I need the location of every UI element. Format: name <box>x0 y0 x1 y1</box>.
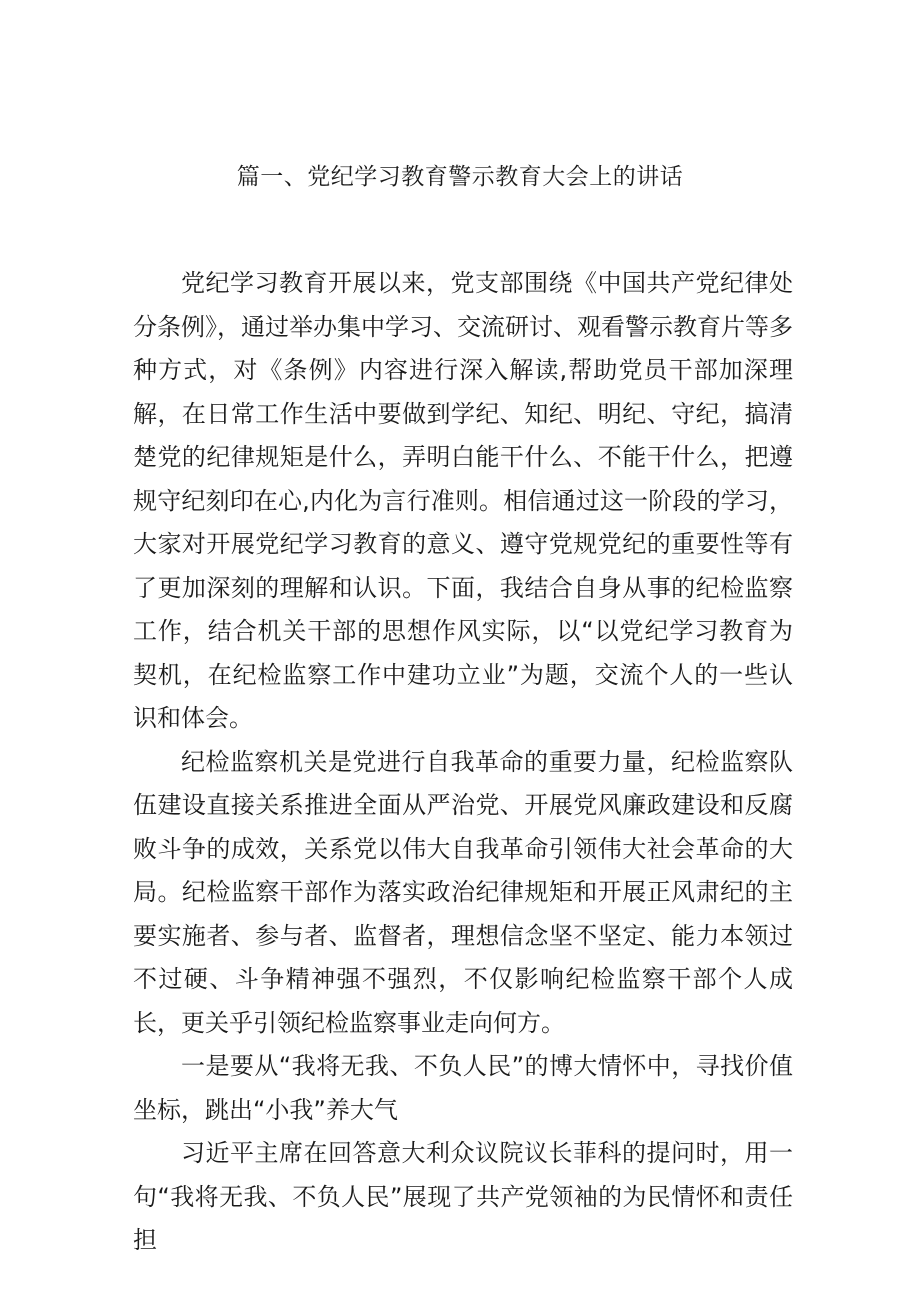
document-title: 篇一、党纪学习教育警示教育大会上的讲话 <box>236 164 684 190</box>
paragraph-xi-quote: 习近平主席在回答意大利众议院议长菲科的提问时，用一句“我将无我、不负人民”展现了共产党领袖的为民情怀和责任担 <box>133 1139 793 1254</box>
document-body <box>133 262 793 1263</box>
paragraph-discipline-inspection: 纪检监察机关是党进行自我革命的重要力量，纪检监察队伍建设直接关系推进全面从严治党、开展党风廉政建设和反腐败斗争的成效，关系党以伟大自我革命引领伟大社会革命的大局。纪检监察干部作为落实政治纪律规矩和开展正风肃纪的主要实施者、参与者、监督者，理想信念坚不坚定、能力本领过不过硬、斗争精神强不强烈，不仅影响纪检监察干部个人成长，更关乎引领纪检监察事业走向何方。 <box>133 747 793 1037</box>
paragraph-heading-one: 一是要从“我将无我、不负人民”的博大情怀中，寻找价值坐标，跳出“小我”养大气 <box>133 1052 793 1124</box>
paragraph-intro: 党纪学习教育开展以来，党支部围绕《中国共产党纪律处分条例》，通过举办集中学习、交流研讨、观看警示教育片等多种方式，对《条例》内容进行深入解读,帮助党员干部加深理解，在日常工作生活中要做到学纪、知纪、明纪、守纪，搞清楚党的纪律规矩是什么，弄明白能干什么、不能干什么，把遵规守纪刻印在心,内化为言行准则。相信通过这一阶段的学习，大家对开展党纪学习教育的意义、遵守党规党纪的重要性等有了更加深刻的理解和认识。下面，我结合自身从事的纪检监察工作，结合机关干部的思想作风实际，以“以党纪学习教育为契机，在纪检监察工作中建功立业”为题，交流个人的一些认识和体会。 <box>133 269 793 732</box>
